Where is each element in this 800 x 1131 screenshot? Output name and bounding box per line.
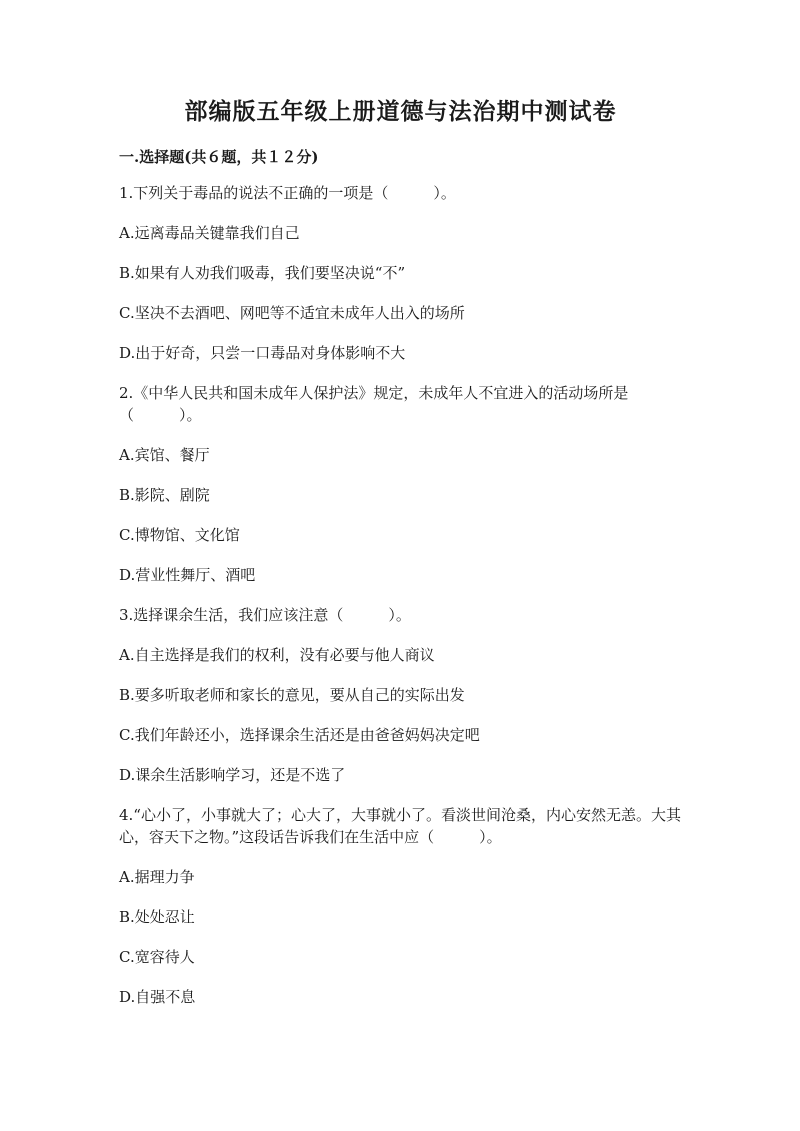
question-list	[119, 182, 682, 1008]
option-b: B.影院、剧院	[119, 486, 210, 504]
question-1	[119, 182, 682, 364]
page-title: 部编版五年级上册道德与法治期中测试卷	[184, 98, 617, 125]
option-d: D.课余生活影响学习，还是不选了	[119, 766, 346, 784]
option-c: C.坚决不去酒吧、网吧等不适宜未成年人出入的场所	[119, 304, 465, 322]
question-4	[119, 804, 682, 1008]
option-c: C.宽容待人	[119, 948, 195, 966]
option-b: B.处处忍让	[119, 908, 195, 926]
question-stem: 4.“心小了，小事就大了；心大了，大事就小了。看淡世间沧桑，内心安然无恙。大其心，容天下之物。”这段话告诉我们在生活中应（ ）。	[119, 806, 681, 846]
option-d: D.自强不息	[119, 988, 196, 1006]
option-a: A.远离毒品关键靠我们自己	[119, 224, 300, 242]
option-c: C.我们年龄还小，选择课余生活还是由爸爸妈妈决定吧	[119, 726, 480, 744]
option-b: B.要多听取老师和家长的意见，要从自己的实际出发	[119, 686, 465, 704]
section-heading: 一.选择题(共６题，共１２分)	[119, 148, 319, 166]
option-a: A.据理力争	[119, 868, 195, 886]
question-2	[119, 382, 682, 586]
option-d: D.出于好奇，只尝一口毒品对身体影响不大	[119, 344, 406, 362]
question-3	[119, 604, 682, 786]
option-a: A.自主选择是我们的权利，没有必要与他人商议	[119, 646, 435, 664]
option-b: B.如果有人劝我们吸毒，我们要坚决说“不”	[119, 264, 406, 282]
question-stem: 3.选择课余生活，我们应该注意（ ）。	[119, 606, 411, 624]
question-stem: 2.《中华人民共和国未成年人保护法》规定，未成年人不宜进入的活动场所是（ ）。	[119, 384, 629, 424]
option-c: C.博物馆、文化馆	[119, 526, 240, 544]
option-d: D.营业性舞厅、酒吧	[119, 566, 256, 584]
question-stem: 1.下列关于毒品的说法不正确的一项是（ ）。	[119, 184, 456, 202]
option-a: A.宾馆、餐厅	[119, 446, 210, 464]
